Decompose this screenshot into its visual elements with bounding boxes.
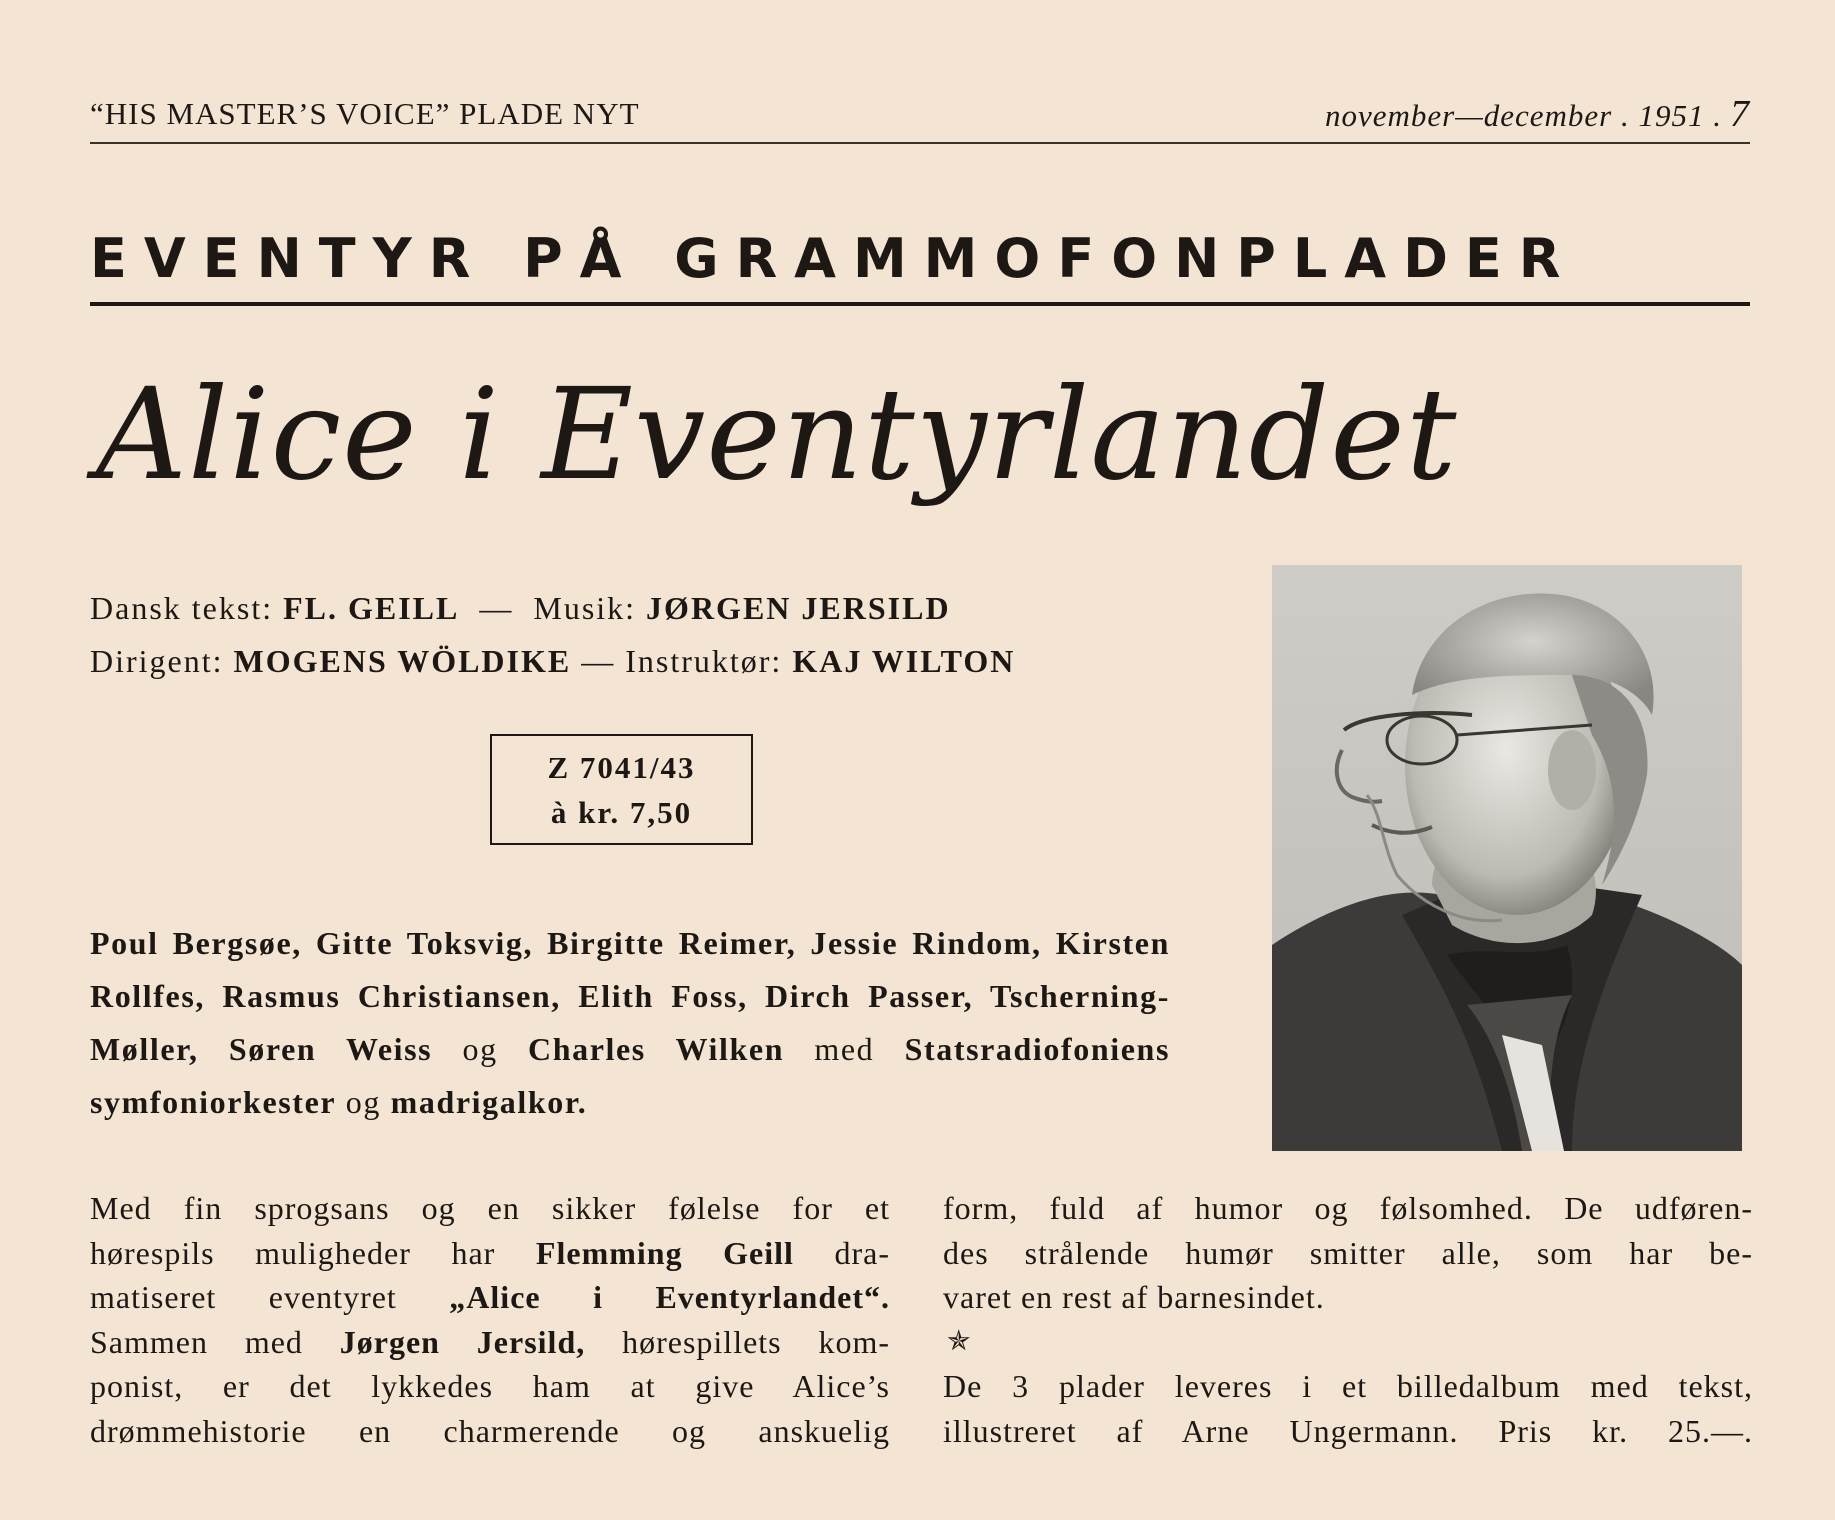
section-title: EVENTYR PÅ GRAMMOFONPLADER: [90, 228, 1750, 306]
conjunction: og: [462, 1031, 498, 1067]
catalog-box: [490, 734, 753, 845]
conjunction-med: med: [814, 1031, 875, 1067]
text-run: matiseret eventyret: [90, 1279, 397, 1315]
separator: —: [581, 643, 616, 679]
body-line: drømmehistorie en charmerende og anskuelig: [90, 1412, 890, 1449]
credits-line-2: [90, 635, 1170, 688]
credits-block: [90, 582, 1170, 688]
catalog-price: à kr. 7,50: [550, 795, 693, 830]
text-run: Sammen med: [90, 1323, 303, 1360]
credits-line-1: [90, 582, 1170, 635]
conjunction: og: [345, 1084, 381, 1120]
director: KAJ WILTON: [792, 643, 1016, 679]
text-run: hørespils muligheder har: [90, 1234, 496, 1271]
body-line: form, fuld af humor og følsomhed. De udføren-: [943, 1190, 1753, 1226]
body-line: illustreret af Arne Ungermann. Pris kr. 25.—.: [943, 1412, 1753, 1449]
conductor: MOGENS WÖLDIKE: [233, 643, 572, 679]
body-line: [90, 1231, 890, 1276]
director-label: Instruktør:: [625, 643, 783, 679]
body-column-right: [943, 1186, 1753, 1453]
author-name: Flemming Geill: [535, 1234, 794, 1271]
conductor-label: Dirigent:: [90, 643, 224, 679]
work-title: „Alice i Eventyrlandet“.: [449, 1279, 890, 1315]
issue-date: [1325, 92, 1750, 136]
body-column-left: [90, 1186, 890, 1453]
running-header: [90, 92, 1750, 144]
body-line: ponist, er det lykkedes ham at give Alice’s: [90, 1368, 890, 1404]
body-line: varet en rest af barnesindet.: [943, 1279, 1325, 1315]
text-run: dra-: [834, 1234, 891, 1271]
body-line: [90, 1320, 890, 1365]
text-author: FL. GEILL: [283, 590, 460, 626]
catalog-number: Z 7041/43: [547, 750, 696, 785]
cast-names-last: Charles Wilken: [527, 1031, 785, 1067]
body-line: De 3 plader leveres i et billedalbum med tekst,: [943, 1368, 1753, 1404]
portrait-photo: [1272, 565, 1742, 1151]
composer: JØRGEN JERSILD: [646, 590, 951, 626]
body-line: des strålende humør smitter alle, som har be-: [943, 1234, 1753, 1271]
text-label: Dansk tekst:: [90, 590, 274, 626]
body-line: [90, 1275, 890, 1320]
page-number: 7: [1730, 93, 1750, 135]
orchestra-name: Statsradiofoniens symfoniorkester: [90, 1031, 1171, 1120]
separator: —: [479, 590, 514, 626]
body-line: Med fin sprogsans og en sikker følelse for et: [90, 1190, 890, 1226]
composer-name: Jørgen Jersild,: [339, 1323, 586, 1360]
publication-name: “HIS MASTER’S VOICE” PLADE NYT: [90, 96, 640, 131]
music-label: Musik:: [533, 590, 637, 626]
choir-name: madrigalkor.: [390, 1084, 588, 1120]
text-run: hørespillets kom-: [622, 1323, 891, 1360]
article-title: Alice i Eventyrlandet: [96, 361, 1458, 508]
issue-text: november—december . 1951 .: [1324, 98, 1722, 133]
cast-paragraph: [90, 917, 1170, 1129]
star-ornament-icon: ✯: [947, 1325, 972, 1357]
cast-names: Poul Bergsøe, Gitte Toksvig, Birgitte Reimer, Jessie Rindom, Kirsten Rollfes, Rasmus Christiansen, Elith Foss, Dirch Passer, Tscherning-Møller, Søren Weiss: [90, 925, 1170, 1067]
